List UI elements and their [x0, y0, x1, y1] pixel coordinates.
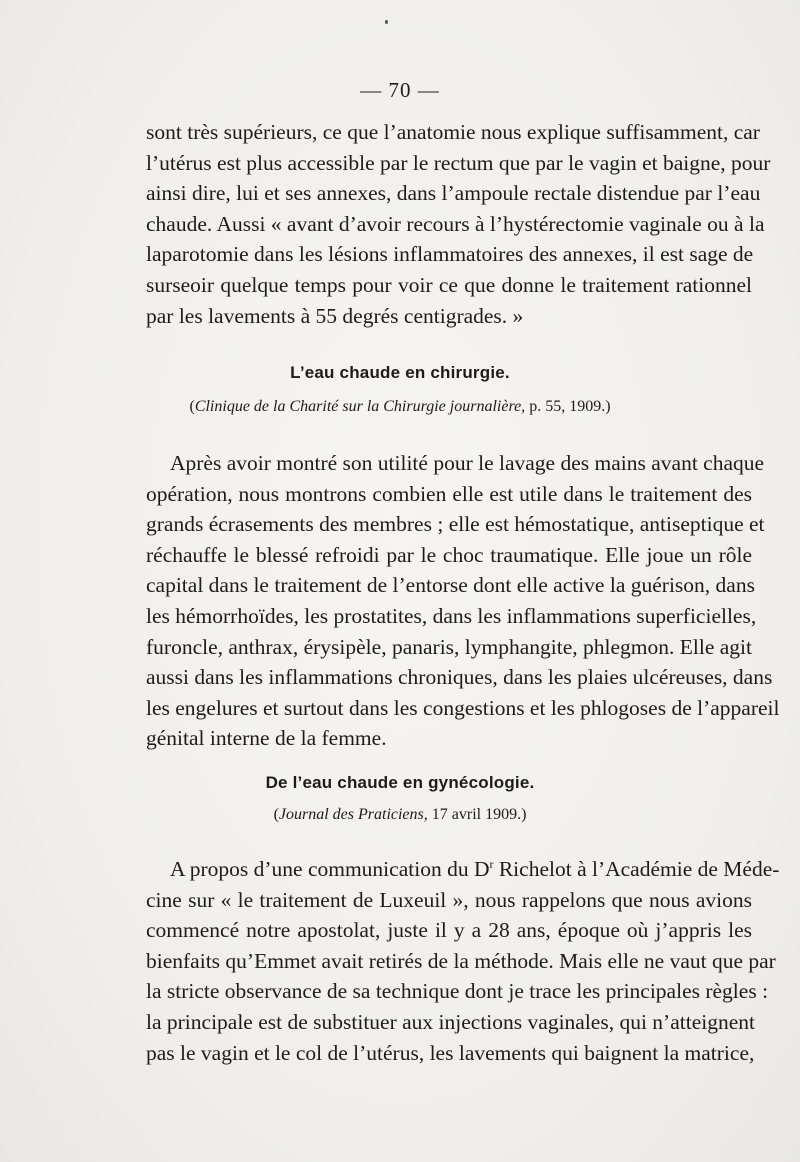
- text-line: chaude. Aussi « avant d’avoir recours à l’hystérectomie vaginale ou à la: [146, 211, 765, 236]
- text-line: commencé notre apostolat, juste il y a 28 ans, époque où j’appris les: [146, 918, 752, 943]
- text-line: les engelures et surtout dans les congestions et les phlogoses de l’appareil: [146, 695, 780, 720]
- text-line: Après avoir montré son utilité pour le lavage des mains avant chaque: [170, 451, 765, 475]
- source-title: Journal des Praticiens,: [278, 806, 428, 823]
- text-line: capital dans le traitement de l’entorse dont elle active la guérison, dans: [146, 573, 755, 598]
- text-line: la stricte observance de sa technique dont je trace les principales règles :: [146, 979, 769, 1004]
- text-line: opération, nous montrons combien elle est utile dans le traitement des: [146, 481, 752, 506]
- text-line: les hémorrhoïdes, les prostatites, dans les inflammations superficielles,: [146, 603, 757, 628]
- source-details: 17 avril 1909.): [427, 806, 527, 823]
- text-line: laparotomie dans les lésions inflammatoires des annexes, il est sage de: [146, 242, 754, 267]
- text-line: grands écrasements des membres ; elle est hémostatique, antiseptique et: [146, 512, 765, 537]
- text-line: surseoir quelque temps pour voir ce que donne le traitement rationnel: [146, 272, 752, 297]
- text-line: réchauffe le blessé refroidi par le choc traumatique. Elle joue un rôle: [146, 542, 752, 567]
- text-line: génital interne de la femme.: [146, 726, 387, 751]
- text-line: bienfaits qu’Emmet avait retirés de la méthode. Mais elle ne vaut que par: [146, 948, 776, 973]
- page-number: — 70 —: [360, 78, 440, 102]
- section-heading-chirurgie: L’eau chaude en chirurgie.: [290, 363, 510, 382]
- text-line: l’utérus est plus accessible par le rectum que par le vagin et baigne, pour: [146, 150, 771, 175]
- section-source-chirurgie: [0, 398, 800, 416]
- source-details: p. 55, 1909.): [525, 398, 611, 415]
- text-line: par les lavements à 55 degrés centigrades. »: [146, 303, 524, 328]
- text-line: aussi dans les inflammations chroniques, dans les plaies ulcéreuses, dans: [146, 665, 773, 690]
- source-paren: (: [273, 806, 279, 823]
- text-line: ainsi dire, lui et ses annexes, dans l’ampoule rectale distendue par l’eau: [146, 181, 761, 206]
- ink-speck: [385, 20, 388, 24]
- text-line: sont très supérieurs, ce que l’anatomie nous explique suffisamment, car: [146, 120, 760, 144]
- section-heading-gynecologie: De l’eau chaude en gynécologie.: [265, 773, 535, 792]
- paragraph-chirurgie: [146, 448, 780, 754]
- source-paren: (: [189, 398, 195, 415]
- text-line: [146, 854, 780, 885]
- text-fragment: A propos d’une communication du D: [170, 857, 490, 881]
- superscript: r: [489, 856, 494, 871]
- text-line: pas le vagin et le col de l’utérus, les lavements qui baignent la matrice,: [146, 1040, 755, 1065]
- text-line: cine sur « le traitement de Luxeuil », nous rappelons que nous avions: [146, 887, 752, 912]
- section-source-gynecologie: [0, 806, 800, 824]
- text-line: la principale est de substituer aux injections vaginales, qui n’atteignent: [146, 1009, 755, 1034]
- paragraph-continuation: [146, 117, 771, 331]
- paragraph-gynecologie: [146, 854, 780, 1068]
- source-title: Clinique de la Charité sur la Chirurgie journalière,: [194, 398, 526, 415]
- text-fragment: Richelot à l’Académie de Méde-: [493, 857, 780, 881]
- text-line: furoncle, anthrax, érysipèle, panaris, lymphangite, phlegmon. Elle agit: [146, 634, 752, 659]
